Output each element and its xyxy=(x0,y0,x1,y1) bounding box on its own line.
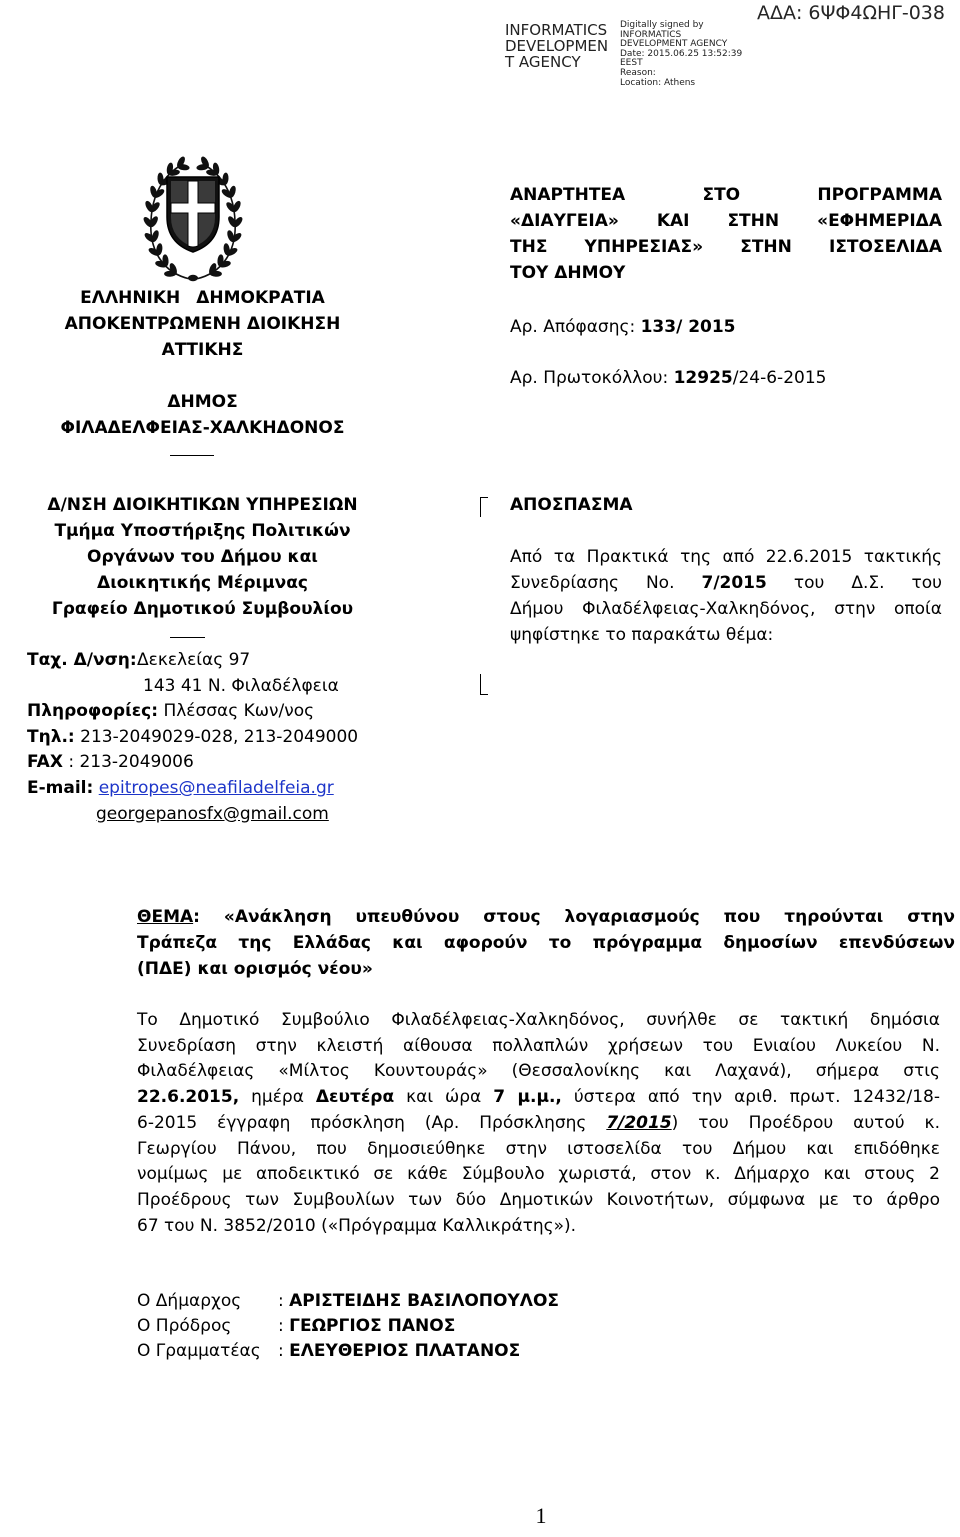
signature-detail-line: Location: Athens xyxy=(620,77,696,88)
department-line: Οργάνων του Δήμου και xyxy=(87,547,318,567)
signatory-name: ΕΛΕΥΘΕΡΙΟΣ ΠΛΑΤΑΝΟΣ xyxy=(289,1341,521,1361)
meeting-time: 7 μ.μ., xyxy=(493,1087,562,1108)
decision-number: 133/ 2015 xyxy=(640,317,736,337)
invitation-number: 7/2015 xyxy=(606,1112,672,1133)
signer-name-line: T AGENCY xyxy=(505,53,581,71)
posting-notice-line: ΤΟΥ ΔΗΜΟΥ xyxy=(510,263,626,283)
email-label: E-mail: xyxy=(27,777,94,798)
meeting-date: 22.6.2015, xyxy=(137,1087,240,1108)
signatory-separator: : xyxy=(278,1291,290,1311)
contact-block xyxy=(27,648,358,827)
country-name: ΕΛΛΗΝΙΚΗ ΔΗΜΟΚΡΑΤΙΑ xyxy=(80,288,325,308)
subject-line: Τράπεζα της Ελλάδας και αφορούν το πρόγραμμα δημοσίων επενδύσεων xyxy=(137,933,955,953)
signatories xyxy=(137,1289,559,1364)
email-link-secondary[interactable]: georgepanosfx@gmail.com xyxy=(96,803,329,824)
session-number: 7/2015 xyxy=(701,573,767,593)
fax-label: FAX xyxy=(27,752,63,773)
decentralized-administration: ΑΠΟΚΕΝΤΡΩΜΕΝΗ ΔΙΟΙΚΗΣΗ xyxy=(64,314,341,334)
body-line: Συνεδρίαση στην κλειστή αίθουσα πολλαπλών χρήσεων του Ενιαίου Λυκείου Ν. xyxy=(137,1035,940,1056)
info-label: Πληροφορίες: xyxy=(27,701,159,722)
signatory-role: Ο Πρόδρος xyxy=(137,1316,232,1336)
department-line: Γραφείο Δημοτικού Συμβουλίου xyxy=(51,599,354,619)
municipality-label: ΔΗΜΟΣ xyxy=(167,392,238,412)
department-line: Τμήμα Υποστήριξης Πολιτικών xyxy=(54,521,351,541)
address-street: Δεκελείας 97 xyxy=(137,650,251,670)
separator-line xyxy=(170,455,214,456)
separator-line xyxy=(170,637,205,638)
email-row-secondary xyxy=(27,802,358,828)
protocol-number: 12925 xyxy=(673,368,733,388)
subject-line xyxy=(137,904,955,930)
decision-label: Αρ. Απόφασης: xyxy=(510,317,636,337)
signer-name-line: INFORMATICS xyxy=(505,21,608,39)
body-line: Προέδρους των Συμβουλίων των δύο Δημοτικών Κοινοτήτων, σύμφωνα με το άρθρο xyxy=(137,1189,940,1210)
ada-code: ΑΔΑ: 6ΨΦ4ΩΗΓ-038 xyxy=(756,2,945,24)
digital-signature-details xyxy=(620,21,742,88)
excerpt-line xyxy=(510,570,942,596)
posting-notice-line: ΤΗΣ ΥΠΗΡΕΣΙΑΣ» ΣΤΗΝ ΙΣΤΟΣΕΛΙΔΑ xyxy=(510,237,942,257)
signatory-role: Ο Δήμαρχος xyxy=(137,1291,242,1311)
body-text: ύστερα από την αριθ. πρωτ. 12432/18- xyxy=(561,1087,940,1108)
address-label: Ταχ. Δ/νση: xyxy=(27,650,137,670)
protocol-number-row xyxy=(510,365,826,391)
subject-heading xyxy=(137,904,955,982)
fax-row xyxy=(27,750,358,776)
excerpt-line: Από τα Πρακτικά της από 22.6.2015 τακτικής xyxy=(510,547,942,567)
signature-detail-line: DEVELOPMENT AGENCY xyxy=(620,39,728,50)
subject-text: : «Ανάκληση υπευθύνου στους λογαριασμούς που τηρούνται στην xyxy=(193,907,955,927)
posting-notice xyxy=(510,182,942,286)
email-row xyxy=(27,776,358,802)
posting-notice-line: «ΔΙΑΥΓΕΙΑ» ΚΑΙ ΣΤΗΝ «ΕΦΗΜΕΡΙΔΑ xyxy=(510,211,942,231)
phone-label: Τηλ.: xyxy=(27,726,75,747)
body-line xyxy=(137,1111,940,1137)
signature-detail-line: EEST xyxy=(620,58,643,69)
department-block xyxy=(0,492,405,622)
excerpt-line: ψηφίστηκε το παρακάτω θέμα: xyxy=(510,625,774,645)
greek-coat-of-arms-icon xyxy=(143,155,243,283)
body-line: Φιλαδέλφειας «Μίλτος Κουντουράς» (Θεσσαλονίκης και Λαχανά), σήμερα στις xyxy=(137,1061,940,1082)
address-city: 143 41 Ν. Φιλαδέλφεια xyxy=(143,675,339,696)
signatory-separator: : xyxy=(278,1316,290,1336)
signature-detail-line: Reason: xyxy=(620,67,656,78)
excerpt-block xyxy=(510,492,942,648)
body-text: και ώρα xyxy=(394,1087,494,1108)
corner-bracket-bottom xyxy=(480,674,488,695)
body-line: Το Δημοτικό Συμβούλιο Φιλαδέλφειας-Χαλκηδόνος, συνήλθε σε τακτική δημόσια xyxy=(137,1010,940,1030)
coat-of-arms-graphic xyxy=(143,155,243,283)
excerpt-text: Συνεδρίασης Νο. xyxy=(510,573,702,593)
info-value: Πλέσσας Κων/νος xyxy=(163,701,315,722)
municipality-name: ΦΙΛΑΔΕΛΦΕΙΑΣ-ΧΑΛΚΗΔΟΝΟΣ xyxy=(60,418,345,438)
signature-detail-line: Date: 2015.06.25 13:52:39 xyxy=(620,48,743,59)
department-line: Διοικητικής Μέριμνας xyxy=(97,573,308,593)
signatory-row xyxy=(137,1339,559,1364)
phone-value: 213-2049029-028, 213-2049000 xyxy=(80,726,359,747)
body-line: 67 του Ν. 3852/2010 («Πρόγραμμα Καλλικράτης»). xyxy=(137,1215,577,1236)
body-text: 6-2015 έγγραφη πρόσκληση (Αρ. Πρόσκλησης xyxy=(137,1112,607,1133)
address-row xyxy=(27,648,358,674)
body-line: νομίμως με αποδεικτικό σε κάθε Σύμβουλο χωριστά, στον κ. Δήμαρχο και στους 2 xyxy=(137,1164,940,1185)
decision-body xyxy=(137,1008,940,1239)
meeting-day: Δευτέρα xyxy=(315,1087,395,1108)
body-text: ) του Προέδρου αυτού κ. xyxy=(671,1112,940,1133)
posting-notice-line: ΑΝΑΡΤΗΤΕΑ ΣΤΟ ΠΡΟΓΡΑΜΜΑ xyxy=(510,185,942,205)
fax-value: : 213-2049006 xyxy=(68,752,194,773)
region-name: ΑΤΤΙΚΗΣ xyxy=(161,340,244,360)
department-line: Δ/ΝΣΗ ΔΙΟΙΚΗΤΙΚΩΝ ΥΠΗΡΕΣΙΩΝ xyxy=(47,495,358,515)
body-line: Γεωργίου Πάνου, που δημοσιεύθηκε στην ιστοσελίδα του Δήμου και επιδόθηκε xyxy=(137,1138,940,1159)
excerpt-title: ΑΠΟΣΠΑΣΜΑ xyxy=(510,495,633,515)
signatory-name: ΑΡΙΣΤΕΙΔΗΣ ΒΑΣΙΛΟΠΟΥΛΟΣ xyxy=(289,1291,560,1311)
signature-detail-line: INFORMATICS xyxy=(620,29,682,40)
phone-row xyxy=(27,725,358,751)
corner-bracket-top xyxy=(480,497,488,517)
signatory-separator: : xyxy=(278,1341,290,1361)
excerpt-text: του Δ.Σ. του xyxy=(766,573,942,593)
info-row xyxy=(27,699,358,725)
decision-number-row xyxy=(510,314,736,340)
signatory-row xyxy=(137,1314,559,1339)
signatory-row xyxy=(137,1289,559,1314)
issuing-authority xyxy=(0,285,405,441)
signature-detail-line: Digitally signed by xyxy=(620,20,704,30)
signer-name-line: DEVELOPMEN xyxy=(505,37,609,55)
signatory-role: Ο Γραμματέας xyxy=(137,1341,261,1361)
protocol-label: Αρ. Πρωτοκόλλου: xyxy=(510,368,669,388)
protocol-date: /24-6-2015 xyxy=(732,368,827,388)
signer-name xyxy=(505,22,608,70)
subject-label: ΘΕΜΑ xyxy=(137,907,194,927)
page-number: 1 xyxy=(535,1503,547,1528)
body-line xyxy=(137,1085,940,1111)
subject-line: (ΠΔΕ) και ορισμός νέου» xyxy=(137,959,373,979)
email-link-primary[interactable]: epitropes@neafiladelfeia.gr xyxy=(98,777,334,798)
signatory-name: ΓΕΩΡΓΙΟΣ ΠΑΝΟΣ xyxy=(289,1316,456,1336)
body-text: ημέρα xyxy=(239,1087,316,1108)
excerpt-line: Δήμου Φιλαδέλφειας-Χαλκηδόνος, στην οποία xyxy=(510,599,942,619)
